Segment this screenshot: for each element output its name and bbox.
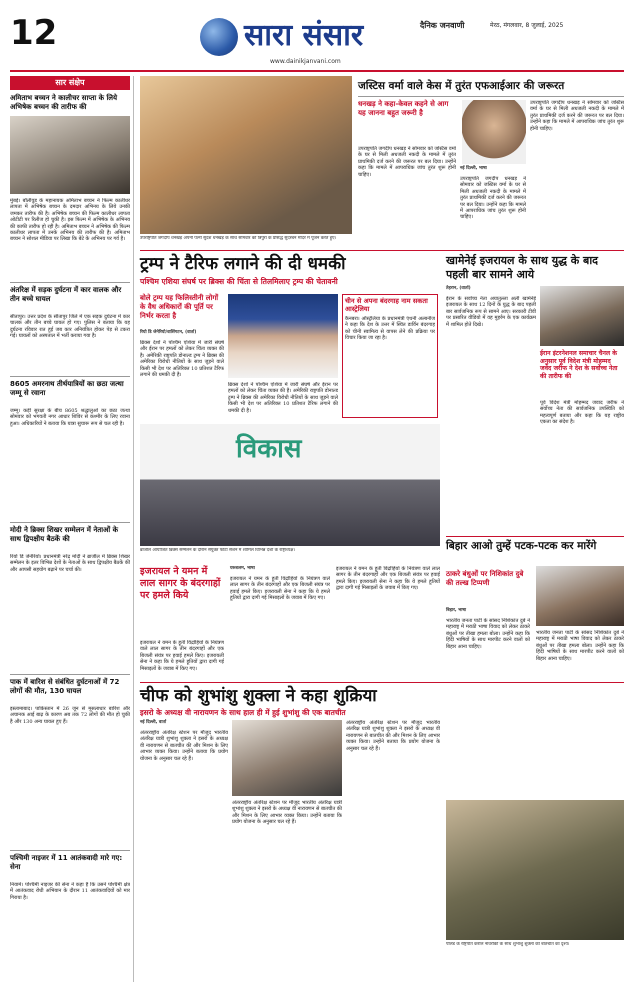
trump-kicker: बोले ट्रम्प यह फिलिस्तीनी लोगों के वैध अधिकारों की पूर्ति पर निर्भर करता है — [140, 294, 219, 320]
sidebar-divider — [10, 282, 130, 283]
masthead-title: सारा संसार — [244, 18, 364, 53]
shukla-photo-caption: पोलैंड के राष्ट्रपति करोल नावरोकी के साथ शुभांशु शुक्ला की बातचीत का दृश्य। — [446, 942, 570, 947]
dhankhar-portrait — [462, 100, 526, 164]
bihar-body-col2: भारतीय जनता पार्टी के सांसद निशिकांत दुबे ने महाराष्ट्र में मराठी भाषा विवाद को लेकर ठाकरे बंधुओं पर तीखा हमला बोला। उन्होंने कहा कि हिंदी भाषियों के साथ मारपीट करने वालों को बिहार आना चाहिए। — [536, 630, 624, 662]
sidebar-story-body: नियामे। पश्चिमी नाइजर की सेना ने कहा है कि उसने पश्चिमी क्षेत्र में आतंकवाद रोधी अभियान के दौरान 11 आतंकवादियों को मार गिराया है। — [10, 882, 130, 901]
sidebar-story-headline: अंतरिक्ष में सड़क दुर्घटना में कार वालक और तीन बच्चे घायल — [10, 286, 122, 303]
khamenei-headline: खामेनेई इजरायल के साथ युद्ध के बाद पहली बार सामने आये — [446, 254, 599, 281]
headline-rule — [358, 96, 624, 97]
australia-inset-body: कैनबरा। ऑस्ट्रेलिया के प्रधानमंत्री एंथनी अल्बनीज ने कहा कि देश के उत्तर में स्थित डार्विन बंदरगाह को चीनी स्वामित्व से वापस लेने की प्रक्रिया पर विचार किया जा रहा है। — [345, 316, 435, 342]
khamenei-body: ईरान के सर्वोच्च नेता अयातुल्ला अली खामेनेई इजरायल के साथ 12 दिनों के युद्ध के बाद पहली बार सार्वजनिक रूप से सामने आए। सरकारी टीवी पर प्रसारित वीडियो में वह मुहर्रम के एक कार्यक्रम में शामिल होते दिखे। — [446, 296, 536, 328]
israel-body-col2: इजरायल ने यमन के हूती विद्रोहियों के नियंत्रण वाले लाल सागर के तीन बंदरगाहों और एक बिजली संयंत्र पर हवाई हमले किए। इजरायली सेना ने कहा कि ये हमले हूतियों द्वारा दागी गई मिसाइलों के जवाब में किए गए। — [336, 566, 440, 592]
sidebar-story-headline: 8605 अमरनाथ तीर्थयात्रियों का छठा जत्था जम्मू से रवाना — [10, 380, 124, 397]
trump-subheadline: पश्चिम एशिया संघर्ष पर ब्रिक्स की चिंता से तिलमिलाए ट्रम्प की चेतावनी — [140, 277, 338, 286]
sidebar-divider — [10, 522, 130, 523]
globe-logo-icon — [200, 18, 238, 56]
israel-body-col1: इजरायल ने यमन के हूती विद्रोहियों के नियंत्रण वाले लाल सागर के तीन बंदरगाहों और एक बिजली संयंत्र पर हवाई हमले किए। इजरायली सेना ने कहा कि ये हमले हूतियों द्वारा दागी गई मिसाइलों के जवाब में किए गए। — [230, 576, 330, 602]
shukla-dateline: नई दिल्ली, वार्ता — [140, 720, 167, 725]
brics-summit-photo — [140, 424, 440, 546]
israel-body-col0: इजरायल ने यमन के हूती विद्रोहियों के नियंत्रण वाले लाल सागर के तीन बंदरगाहों और एक बिजली संयंत्र पर हवाई हमले किए। इजरायली सेना ने कहा कि ये हमले हूतियों द्वारा दागी गई मिसाइलों के जवाब में किए गए। — [140, 640, 224, 672]
brics-banner-text: विकास — [236, 434, 302, 464]
shukla-subheadline: इसरो के अध्यक्ष वी नारायणन के साथ हाल ही में हुई शुभांशु की एक बातचीत — [140, 708, 346, 717]
trump-body-col1: ब्रिक्स देशों ने पश्चिम एशिया में जारी संघर्ष और ईरान पर हमलों को लेकर चिंता व्यक्त की है। अमेरिकी राष्ट्रपति डोनाल्ड ट्रम्प ने ब्रिक्स की अमेरिका विरोधी नीतियों के साथ जुड़ने वाले किसी भी देश पर अतिरिक्त 10 प्रतिशत टैरिफ लगाने की धमकी दी है। — [140, 340, 224, 379]
sidebar-story-headline: पश्चिमी नाइजर में 11 आतंकवादी मारे गए: सेना — [10, 854, 123, 871]
shukla-body-col3: अंतरराष्ट्रीय अंतरिक्ष स्टेशन पर मौजूद भारतीय अंतरिक्ष यात्री शुभांशु शुक्ला ने इसरो के अध्यक्ष वी नारायणन से बातचीत की और मिशन के लिए आभार व्यक्त किया। उन्होंने बताया कि प्रयोग योजना के अनुसार चल रहे हैं। — [346, 720, 440, 752]
dateline: मेरठ, मंगलवार, 8 जुलाई, 2025 — [490, 22, 564, 29]
australia-inset-headline: चीन से अपना बंदरगाह नाम सकता आस्ट्रेलिया — [345, 297, 428, 313]
trump-photo — [228, 294, 338, 378]
paper-name: दैनिक जनवाणी — [420, 21, 465, 30]
trump-body-col2: ब्रिक्स देशों ने पश्चिम एशिया में जारी संघर्ष और ईरान पर हमलों को लेकर चिंता व्यक्त की है। अमेरिकी राष्ट्रपति डोनाल्ड ट्रम्प ने ब्रिक्स की अमेरिका विरोधी नीतियों के साथ जुड़ने वाले किसी भी देश पर अतिरिक्त 10 प्रतिशत टैरिफ लगाने की धमकी दी है। — [228, 382, 338, 414]
justice-verma-kicker: धनखड़ ने कहा-केवल कहने से आग यह जानना बहुत जरूरी है — [358, 100, 449, 117]
brics-photo-caption: ब्राजील आयोजित ब्रिक्स सम्मेलन के दौरान संयुक्त फोटो सेशन में शामिल विभिन्न देशों के राष्ट्राध्यक्ष। — [140, 548, 296, 553]
dhankhar-temple-photo — [140, 76, 352, 234]
justice-verma-body-left: उपराष्ट्रपति जगदीप धनखड़ ने सोमवार को जस्टिस वर्मा के घर से मिली अधजली नकदी के मामले में तुरंत प्राथमिकी दर्ज करने की जरूरत पर बल दिया। उन्होंने कहा कि मामले में आपराधिक जांच तुरंत शुरू होनी चाहिए। — [358, 146, 456, 178]
trump-dateline: रियो डि जेनेरियो/वाशिंगटन, (वार्ता) — [140, 330, 197, 335]
bihar-body-col1: भारतीय जनता पार्टी के सांसद निशिकांत दुबे ने महाराष्ट्र में मराठी भाषा विवाद को लेकर ठाकरे बंधुओं पर तीखा हमला बोला। उन्होंने कहा कि हिंदी भाषियों के साथ मारपीट करने वालों को बिहार आना चाहिए। — [446, 618, 530, 650]
dhankhar-photo-caption: उपराष्ट्रपति जगदीप धनखड़ अपनी पत्नी सुदेश धनखड़ के साथ सोमवार को त्रिपुरा के प्रसिद्ध सुंदरबन मंदिर में पूजन करते हुए। — [140, 236, 337, 241]
bihar-dateline: बिहार, भाषा — [446, 608, 467, 613]
justice-verma-body-right: उपराष्ट्रपति जगदीप धनखड़ ने सोमवार को जस्टिस वर्मा के घर से मिली अधजली नकदी के मामले में तुरंत प्राथमिकी दर्ज करने की जरूरत पर बल दिया। उन्होंने कहा कि मामले में आपराधिक जांच तुरंत शुरू होनी चाहिए। — [460, 176, 526, 221]
bihar-kicker: ठाकरे बंधुओं पर निशिकांत दुबे की तल्ख टिप्पणी — [446, 570, 524, 587]
bihar-headline: बिहार आओ तुम्हें पटक-पटक कर मारेंगे — [446, 540, 597, 552]
website: www.dainikjanvani.com — [270, 58, 341, 65]
sidebar-story-headline: पाक में बारिश से संबंधित दुर्घटनाओं में 72 लोगों की मौत, 130 घायल — [10, 678, 120, 695]
khamenei-side-body: पूर्व विदेश मंत्री मोहम्मद जवाद जरीफ ने सर्वोच्च नेता की सार्वजनिक उपस्थिति को महत्वपूर्ण बताया और कहा कि यह राष्ट्रीय एकता का संदेश है। — [540, 400, 624, 426]
nishikant-dubey-photo — [536, 566, 624, 626]
khamenei-dateline: तेहरान, (वार्ता) — [446, 286, 471, 291]
masthead-divider — [10, 70, 624, 72]
shukla-body-col2: अंतरराष्ट्रीय अंतरिक्ष स्टेशन पर मौजूद भारतीय अंतरिक्ष यात्री शुभांशु शुक्ला ने इसरो के अध्यक्ष वी नारायणन से बातचीत की और मिशन के लिए आभार व्यक्त किया। उन्होंने बताया कि प्रयोग योजना के अनुसार चल रहे हैं। — [232, 800, 342, 826]
sidebar-story-body: रियो डि जेनेरियो। प्रधानमंत्री नरेंद्र मोदी ने ब्राजील में ब्रिक्स शिखर सम्मेलन के इतर विभिन्न देशों के नेताओं के साथ द्विपक्षीय बैठकें कीं और आपसी सहयोग बढ़ाने पर चर्चा की। — [10, 554, 130, 573]
khamenei-side-headline: ईरान इंटरनेशनल समाचार चैनल के अनुसार पूर्व विदेश मंत्री मोहम्मद जवेद जरीफ ने देश के सर्वोच्च नेता की तारीफ की — [540, 350, 618, 380]
shukla-isro-photo — [232, 720, 342, 796]
justice-verma-dateline: नई दिल्ली, भाषा — [460, 166, 487, 171]
trump-headline: ट्रम्प ने टैरिफ लगाने की दी धमकी — [140, 254, 346, 274]
section-divider — [446, 536, 624, 537]
justice-verma-headline: जस्टिस वर्मा वाले केस में तुरंत एफआईआर की जरूरत — [358, 80, 565, 92]
sidebar-divider — [10, 850, 130, 851]
sidebar-divider — [10, 674, 130, 675]
masthead — [0, 0, 634, 72]
khamenei-photo — [540, 286, 624, 346]
page-number: 12 — [10, 13, 58, 53]
justice-verma-body-col3: उपराष्ट्रपति जगदीप धनखड़ ने सोमवार को जस्टिस वर्मा के घर से मिली अधजली नकदी के मामले में तुरंत प्राथमिकी दर्ज करने की जरूरत पर बल दिया। उन्होंने कहा कि मामले में आपराधिक जांच तुरंत शुरू होनी चाहिए। — [530, 100, 624, 132]
sidebar-story-body: मुंबई। बॉलीवुड के महानायक अमिताभ बच्चन ने फिल्म कालीधर लापता में अभिषेक बच्चन के दमदार अभिनय के लिये उनकी जमकर तारीफ की है। अभिषेक बच्चन की फिल्म कालीधर लापता ओटीटी पर रिलीज हो चुकी है। इस फिल्म में अभिषेक के अभिनय की काफी तारीफ हो रही है। अमिताभ बच्चन ने अभिषेक की फिल्म कालीधर लापता में उनके अभिनय की तारीफ की है। अमिताभ बच्चन ने सोशल मीडिया पर लिखा कि बेटे के अभिनय पर गर्व है। — [10, 198, 130, 243]
sidebar-divider — [10, 376, 130, 377]
section-divider — [140, 682, 624, 683]
sidebar-story-headline: अमिताभ बच्चन ने कालीचर साप्ता के लिये अभिषेक बच्चन की तारीफ की — [10, 94, 118, 111]
sidebar-section-title: सार संक्षेप — [10, 76, 130, 90]
shukla-headline: चीफ को शुभांशु शुक्ला ने कहा शुक्रिया — [140, 686, 377, 706]
section-divider — [140, 250, 624, 251]
sidebar-story-body: इस्लामाबाद। पाकिस्तान में 26 जून से मूसलाधार बारिश और अचानक आई बाढ़ के कारण अब तक 72 लोगों की मौत हो चुकी है और 130 अन्य घायल हुए हैं। — [10, 706, 130, 725]
sidebar — [10, 76, 134, 982]
australia-inset — [342, 294, 438, 418]
sidebar-story-body: सीतापुर। उत्तर प्रदेश के सीतापुर जिले में एक सड़क दुर्घटना में कार चालक और तीन बच्चे घायल हो गए। पुलिस ने बताया कि यह दुर्घटना रविवार रात हुई जब कार अनियंत्रित होकर पेड़ से टकरा गई। घायलों को अस्पताल में भर्ती कराया गया है। — [10, 314, 130, 340]
sidebar-story-headline: मोदी ने ब्रिक्स शिखर सम्मेलन में नेताओं के साथ द्विपक्षीय बैठकें की — [10, 526, 118, 543]
amitabh-photo — [10, 116, 130, 194]
shukla-body-col1: अंतरराष्ट्रीय अंतरिक्ष स्टेशन पर मौजूद भारतीय अंतरिक्ष यात्री शुभांशु शुक्ला ने इसरो के अध्यक्ष वी नारायणन से बातचीत की और मिशन के लिए आभार व्यक्त किया। उन्होंने बताया कि प्रयोग योजना के अनुसार चल रहे हैं। — [140, 730, 228, 762]
sidebar-story-body: जम्मू। कड़ी सुरक्षा के बीच 8605 श्रद्धालुओं का छठा जत्था सोमवार को भगवती नगर आधार शिविर से कश्मीर के लिए रवाना हुआ। अधिकारियों ने बताया कि यात्रा सुचारू रूप से चल रही है। — [10, 408, 130, 427]
shukla-military-photo — [446, 800, 624, 940]
israel-dateline: यरुशलम, भाषा — [230, 566, 255, 571]
israel-headline: इजरायल ने यमन में लाल सागर के बंदरगाहों पर हमले किये — [140, 566, 221, 601]
